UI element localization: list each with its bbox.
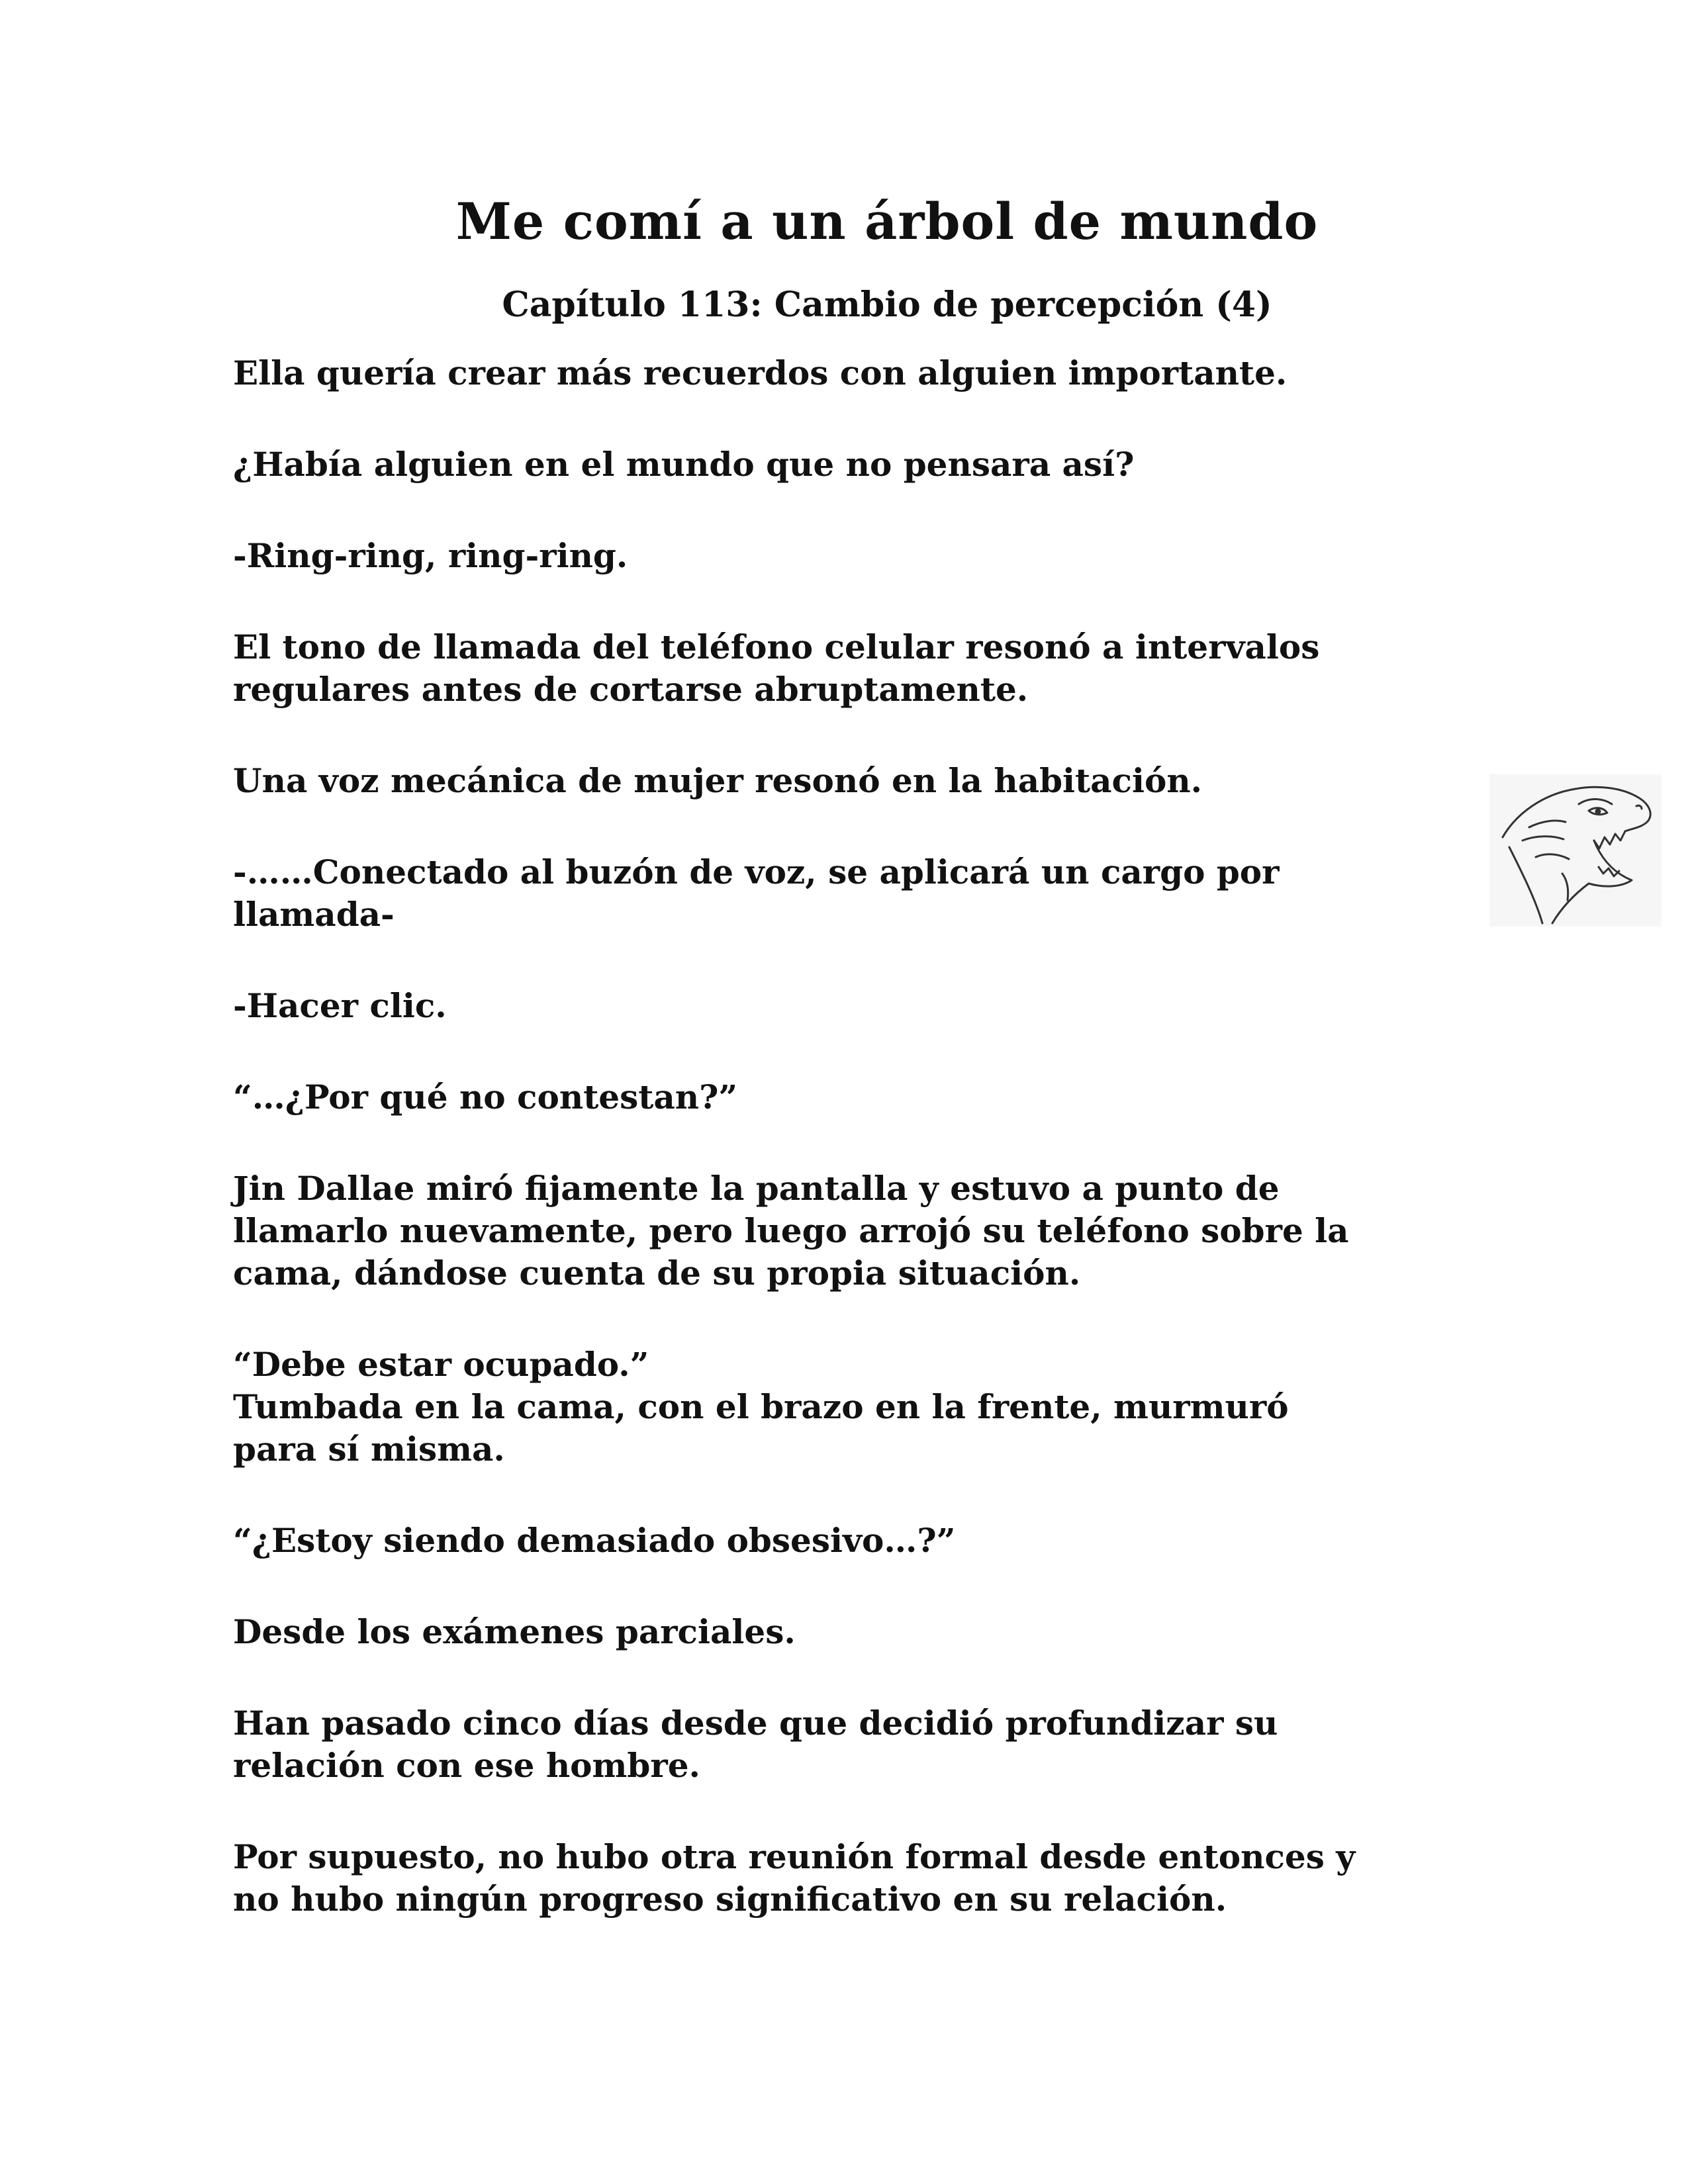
paragraph (233, 1520, 1491, 1562)
text-line: cama, dándose cuenta de su propia situación. (233, 1253, 1081, 1293)
chapter-subtitle: Capítulo 113: Cambio de percepción (4) (502, 285, 1272, 325)
text-line: “…¿Por qué no contestan?” (233, 1077, 738, 1116)
text-line: -Hacer clic. (233, 986, 447, 1025)
paragraph-gap (233, 486, 1491, 535)
paragraph (233, 626, 1491, 711)
paragraph (233, 985, 1491, 1027)
dinosaur-sketch-icon (1489, 774, 1662, 927)
text-line: llamada- (233, 895, 395, 934)
paragraph (233, 1836, 1491, 1921)
text-line: relación con ese hombre. (233, 1746, 700, 1785)
paragraph (233, 443, 1491, 486)
text-line: Ella quería crear más recuerdos con alguien importante. (233, 353, 1288, 392)
paragraph-gap (233, 802, 1491, 851)
paragraph-gap (233, 1295, 1491, 1343)
paragraph-gap (233, 1027, 1491, 1076)
text-line: “Debe estar ocupado.” (233, 1345, 649, 1384)
text-line: “¿Estoy siendo demasiado obsesivo…?” (233, 1521, 956, 1560)
paragraph-gap (233, 1653, 1491, 1702)
text-line: regulares antes de cortarse abruptamente. (233, 670, 1029, 709)
text-line: para sí misma. (233, 1430, 505, 1469)
paragraph (233, 1343, 1491, 1471)
text-line: Jin Dallae miró fijamente la pantalla y estuvo a punto de (233, 1169, 1280, 1208)
text-line: Han pasado cinco días desde que decidió profundizar su (233, 1704, 1278, 1743)
text-line: no hubo ningún progreso significativo en su relación. (233, 1880, 1227, 1919)
text-line: -……Conectado al buzón de voz, se aplicará un cargo por (233, 852, 1280, 891)
paragraph-gap (233, 1471, 1491, 1520)
text-line: Por supuesto, no hubo otra reunión formal desde entonces y (233, 1837, 1356, 1876)
paragraph (233, 352, 1491, 394)
text-line: El tono de llamada del teléfono celular resonó a intervalos (233, 627, 1320, 666)
text-line: llamarlo nuevamente, pero luego arrojó su teléfono sobre la (233, 1211, 1349, 1250)
paragraph-gap (233, 577, 1491, 626)
paragraph-gap (233, 1787, 1491, 1836)
paragraph (233, 1702, 1491, 1787)
paragraph-gap (233, 936, 1491, 985)
paragraph-gap (233, 711, 1491, 760)
document-body (233, 352, 1491, 1921)
text-line: Una voz mecánica de mujer resonó en la habitación. (233, 761, 1203, 800)
paragraph-gap (233, 1118, 1491, 1167)
paragraph (233, 1076, 1491, 1118)
paragraph-gap (233, 1562, 1491, 1611)
paragraph (233, 851, 1491, 936)
paragraph-gap (233, 394, 1491, 443)
text-line: -Ring-ring, ring-ring. (233, 536, 628, 575)
text-line: Tumbada en la cama, con el brazo en la frente, murmuró (233, 1387, 1289, 1426)
paragraph (233, 1611, 1491, 1653)
paragraph (233, 535, 1491, 577)
text-line: Desde los exámenes parciales. (233, 1612, 796, 1651)
paragraph (233, 760, 1491, 802)
paragraph (233, 1167, 1491, 1295)
document-title: Me comí a un árbol de mundo (455, 192, 1319, 251)
text-line: ¿Había alguien en el mundo que no pensara así? (233, 445, 1135, 484)
